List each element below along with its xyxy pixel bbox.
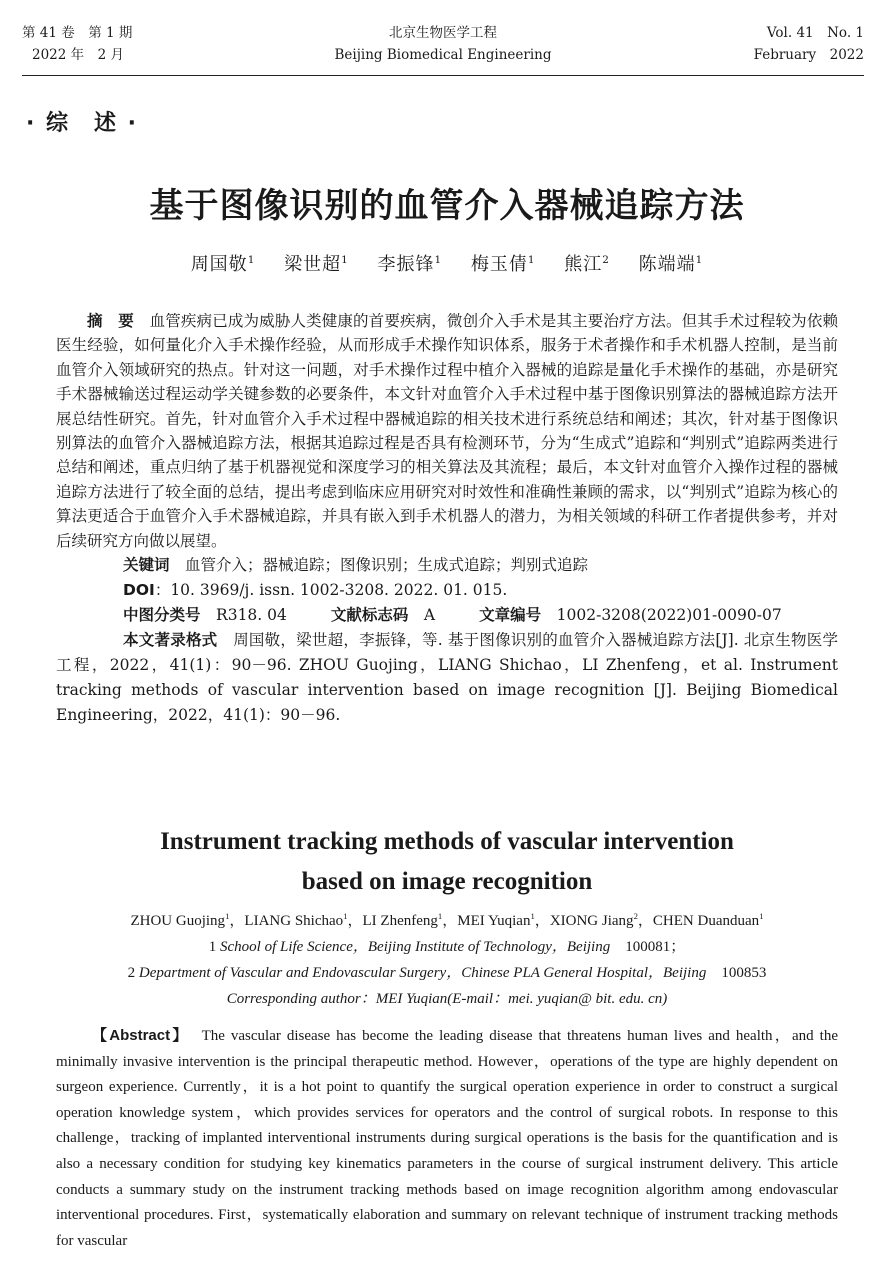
abstract-cn-label: 摘 要 [87,312,134,330]
articleno-value: 1002-3208(2022)01-0090-07 [556,606,782,625]
title-cn: 基于图像识别的血管介入器械追踪方法 [149,186,745,226]
clc-label: 中图分类号 [123,606,201,625]
keywords-text: 血管介入；器械追踪；图像识别；生成式追踪；判别式追踪 [185,556,589,575]
abstract-cn [56,309,838,553]
authors-en: ZHOU Guojing$^1$，LIANG Shichao$^1$，LI Zhenfeng$^1$，MEI Yuqian$^1$，XIONG Jiang$^2$，CHEN Duanduan$^1$ [130,911,764,929]
cite-label: 本文著录格式 [123,631,218,650]
classification-line [56,603,838,628]
articleno-label: 文章编号 [479,606,542,625]
affiliation-1: 1 School of Life Science，Beijing Institute of Technology，Beijing 100081； [208,939,686,955]
title-en-line1: Instrument tracking methods of vascular intervention [160,828,734,855]
abstract-en-text: The vascular disease has become the leading disease that threatens human lives and health，and the minimally invasive intervention is the principal therapeutic method. However，operations of the type are highly dependent on surgeon experience. Currently，it is a hot point to quantify the surgical operation experience in order to construct a surgical operation knowledge system，which provides services for operators and the control of surgical robots. In response to this challenge，tracking of implanted interventional instruments during surgical operations is the basis for the quantification and is also a necessary condition for studying key kinematics parameters in the course of surgical instrument delivery. This article conducts a summary study on the instrument tracking methods based on image recognition algorithm among endovascular interventional procedures. First，systematically elaboration and summary on relevant technique of instrument tracking methods for vascular [56,1028,838,1249]
journal-header [22,22,864,72]
doi-line [56,578,838,603]
author-en: LIANG Shichao$^1$ [244,911,348,929]
keywords-label: 关键词 [123,556,170,575]
author-cn: 周国敬$^1$ [190,254,256,275]
abstract-cn-text: 血管疾病已成为威胁人类健康的首要疾病，微创介入手术是其主要治疗方法。但其手术过程较为依赖医生经验，如何量化介入手术操作经验，从而形成手术操作知识体系，服务于术者操作和手术机器人控制，是当前血管介入领域研究的热点。针对这一问题，对手术操作过程中植介入器械的追踪是量化手术操作的基础，亦是研究手术器械输送过程运动学关键参数的必要条件，本文针对血管介入手术过程中基于图像识别算法的器械追踪方法开展总结性研究。首先，针对血管介入手术过程中器械追踪的相关技术进行系统总结和阐述；其次，针对基于图像识别算法的血管介入器械追踪方法，根据其追踪过程是否具有检测环节，分为“生成式”追踪和“判别式”追踪两类进行总结和阐述，重点归纳了基于机器视觉和深度学习的相关算法及其流程；最后，本文针对血管介入操作过程的器械追踪方法进行了较全面的总结，提出考虑到临床应用研究对时效性和准确性兼顾的需求，以“判别式”追踪为核心的算法更适合于血管介入手术器械追踪，并具有嵌入到手术机器人的潜力，为相关领域的科研工作者提供参考，并对后续研究方向做以展望。 [56,312,838,550]
issue-info-en [754,22,864,66]
journal-name [22,22,864,66]
author-en: MEI Yuqian$^1$ [457,911,535,929]
section-tag: · 综 述 · [26,111,139,136]
citation-format [56,628,838,728]
issue-date-en: February 2022 [753,47,864,63]
doccode-label: 文献标志码 [330,606,409,625]
author-cn: 熊江$^2$ [564,254,610,275]
author-en: XIONG Jiang$^2$ [549,911,638,929]
title-en [0,822,894,902]
authors-en-block [0,908,894,1012]
abstract-en-label: 【Abstract】 [92,1027,190,1044]
abstract-en [56,1023,838,1254]
affiliation-2: 2 Department of Vascular and Endovascular Surgery，Chinese PLA General Hospital，Beijing 100853 [127,965,767,981]
authors-cn [0,250,894,276]
author-cn: 陈端端$^1$ [638,254,704,275]
author-cn: 梅玉倩$^1$ [470,254,536,275]
journal-name-en: Beijing Biomedical Engineering [334,47,552,63]
author-cn: 梁世超$^1$ [284,254,349,275]
issue-date: 2022 年 2 月 [32,47,125,63]
volume-issue-en: Vol. 41 No. 1 [766,25,864,41]
author-en: ZHOU Guojing$^1$ [130,911,230,929]
author-en: LI Zhenfeng$^1$ [362,911,443,929]
corresponding-author: Corresponding author：MEI Yuqian(E-mail：mei. yuqian@ bit. edu. cn) [226,991,668,1007]
clc-value: R318. 04 [216,606,287,625]
abstract-cn-block [56,309,838,728]
cite-text: 周国敬，梁世超，李振锋，等. 基于图像识别的血管介入器械追踪方法[J]. 北京生物医学工程，2022，41(1)：90－96. ZHOU Guojing，LIANG Shichao，LI Zhenfeng，et al. Instrument tracking methods of vascular intervention based on image recognition [J]. Beijing Biomedical Engineering，2022，41(1)：90－96. [56,631,838,725]
author-en: CHEN Duanduan$^1$ [652,911,764,929]
author-cn: 李振锋$^1$ [377,254,443,275]
doccode-value: A [423,606,436,625]
journal-name-cn: 北京生物医学工程 [389,25,497,41]
keywords-cn [56,553,838,578]
title-en-line2: based on image recognition [301,868,593,895]
header-rule [22,75,864,76]
volume-issue: 第 41 卷 第 1 期 [22,25,133,41]
doi-label: DOI [123,581,155,600]
doi-text: ：10. 3969/j. issn. 1002-3208. 2022. 01. 015. [154,581,508,600]
